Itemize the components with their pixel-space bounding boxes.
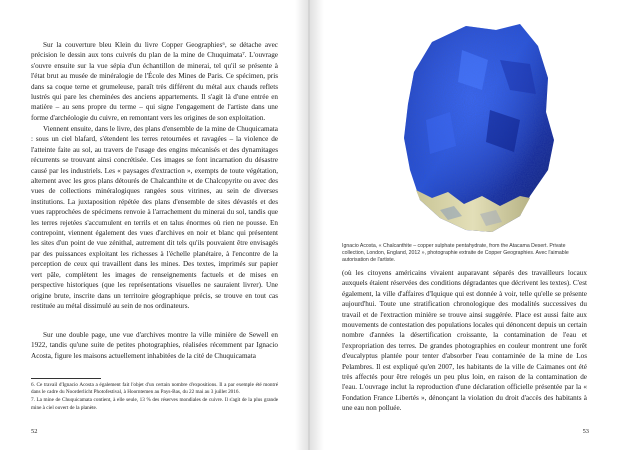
paragraph-1-text: Sur la couverture bleu Klein du livre Copper Geographies⁶, se détache avec précision le dessin aux tons cuivrés du plan de la mine de Chuquimata⁷. L'ouvrage s'ouvre ensuite sur la vue sépia d'un échantillon de minerai, tel qu'il se présente à l'état brut au musée de minéralogie de l'École des Mines de Paris. Ce spécimen, pris dans sa coque terne et grumeleuse, paraît très différent du métal aux chauds reflets lustrés qui pare les cheminées des anciens appartements. Il s'agit là d'une entrée en matière – au sens propre du terme – qui signe l'engagement de l'artiste dans une forme d'archéologie du cuivre, en remontant vers les origines de son exploitation. (31, 41, 278, 122)
gutter-shadow-right (310, 0, 324, 450)
footnote-7: 7. La mine de Chuquicamata contient, à elle seule, 13 % des réserves mondiales de cuivre. Il s'agit de la plus grande mine à ciel ouvert de la planète. (31, 397, 278, 411)
paragraph-2 (31, 124, 278, 311)
chalcanthite-photo (370, 20, 585, 245)
right-page (310, 0, 619, 450)
left-page (0, 0, 309, 450)
paragraph-1 (31, 40, 278, 123)
paragraph-3 (31, 330, 278, 361)
page-number-right: 53 (582, 428, 589, 435)
paragraph-right-1: (où les citoyens américains vivaient auparavant séparés des travailleurs locaux auxquels étaient réservées des conditions dégradantes que décrivent les textes). C'est également, la ville d'affaires d'Iquique qui est donnée à voir, telle qu'elle se présente aujourd'hui. Toute une stratification chronologique des modalités successives du travail et de l'extraction minière se trouve ainsi suggérée. Place est aussi faite aux mouvements de contestation des populations locales qui dénoncent depuis un certain nombre d'années la désertification croissante, la contamination de l'eau et l'expropriation des terres. De grandes photographies en couleur montrent une forêt d'eucalyptus plantée pour tenter d'absorber l'eau contaminée de la mine de Los Pelambres. Il est expliqué qu'en 2007, les habitants de la ville de Caimanes ont été très affectés pour être relogés un peu plus loin, en raison de la contamination de l'eau. L'ouvrage inclut la reproduction d'une déclaration officielle présentée par la « Fondation France Libertés », dénonçant la violation du droit d'accès des habitants à une eau non polluée. (342, 269, 587, 413)
gutter-shadow-left (295, 0, 309, 450)
footnotes (31, 382, 278, 413)
footnote-6: 6. Ce travail d'Ignacio Acosta a également fait l'objet d'un certain nombre d'expositions. Il a par exemple été montré dans le cadre du Noorderlicht Photofestival, à Hoorntemen au Pays-Bas, du 22 mai au 3 juillet 2016. (31, 382, 278, 396)
photo-caption: Ignacio Acosta, « Chalcanthite – copper sulphate pentahydrate, from the Atacama Desert. Private collection, London, England, 2012 », photographie extraite de Copper Geographies. Avec l'aimable autorisation de l'artiste. (342, 243, 569, 263)
paragraph-3-text: Sur une double page, une vue d'archives montre la ville minière de Sewell en 1922, tandis qu'une suite de petites photographies, réalisées récemment par Ignacio Acosta, figure les maisons actuellement inhabitées de la cité de Chuquicamata (31, 331, 278, 360)
footnote-rule (31, 378, 101, 379)
paragraph-2-text: Viennent ensuite, dans le livre, des plans d'ensemble de la mine de Chuquicamata : sous un ciel blafard, s'étendent les terres retournées et ravagées – la violence de l'atteinte faite au sol, au travers de l'usage des engins mécanisés et des dynamitages récurrents se trouvant ainsi concrétisée. Ces images se font incarnation du désastre causé par les industriels. Les « paysages d'extraction », exempts de toute végétation, alternent avec les gros plans détourés de Chalcanthite et de Chalcopyrite ou avec des vues de collections minéralogiques rangées sous vitrines, au sein de diverses institutions. La juxtaposition répétée des plans d'ensemble de sites dévastés et des vues rapprochées de spécimens renvoie à l'arrachement du minerai du sol, tandis que les terres rejetées s'accumulent en terrils et en talus énormes où rien ne pousse. En contrepoint, viennent également des vues d'archives en noir et blanc qui présentent les sites d'un point de vue zénithal, autrement dit tels qu'ils pouvaient être envisagés par des puissances exploitant les richesses à l'échelle planétaire, à l'encontre de la perception de ceux qui travaillent dans les mines. Des textes, imprimés sur papier vert pâle, complètent les images de renseignements factuels et de mises en perspective historiques (que les représentations visuelles ne sauraient livrer). Une origine brute, inscrite dans un territoire géographique précis, se trouve en tout cas restituée au métal dissimulé au sein de nos ordinateurs. (31, 125, 278, 310)
page-number-left: 52 (31, 428, 38, 435)
